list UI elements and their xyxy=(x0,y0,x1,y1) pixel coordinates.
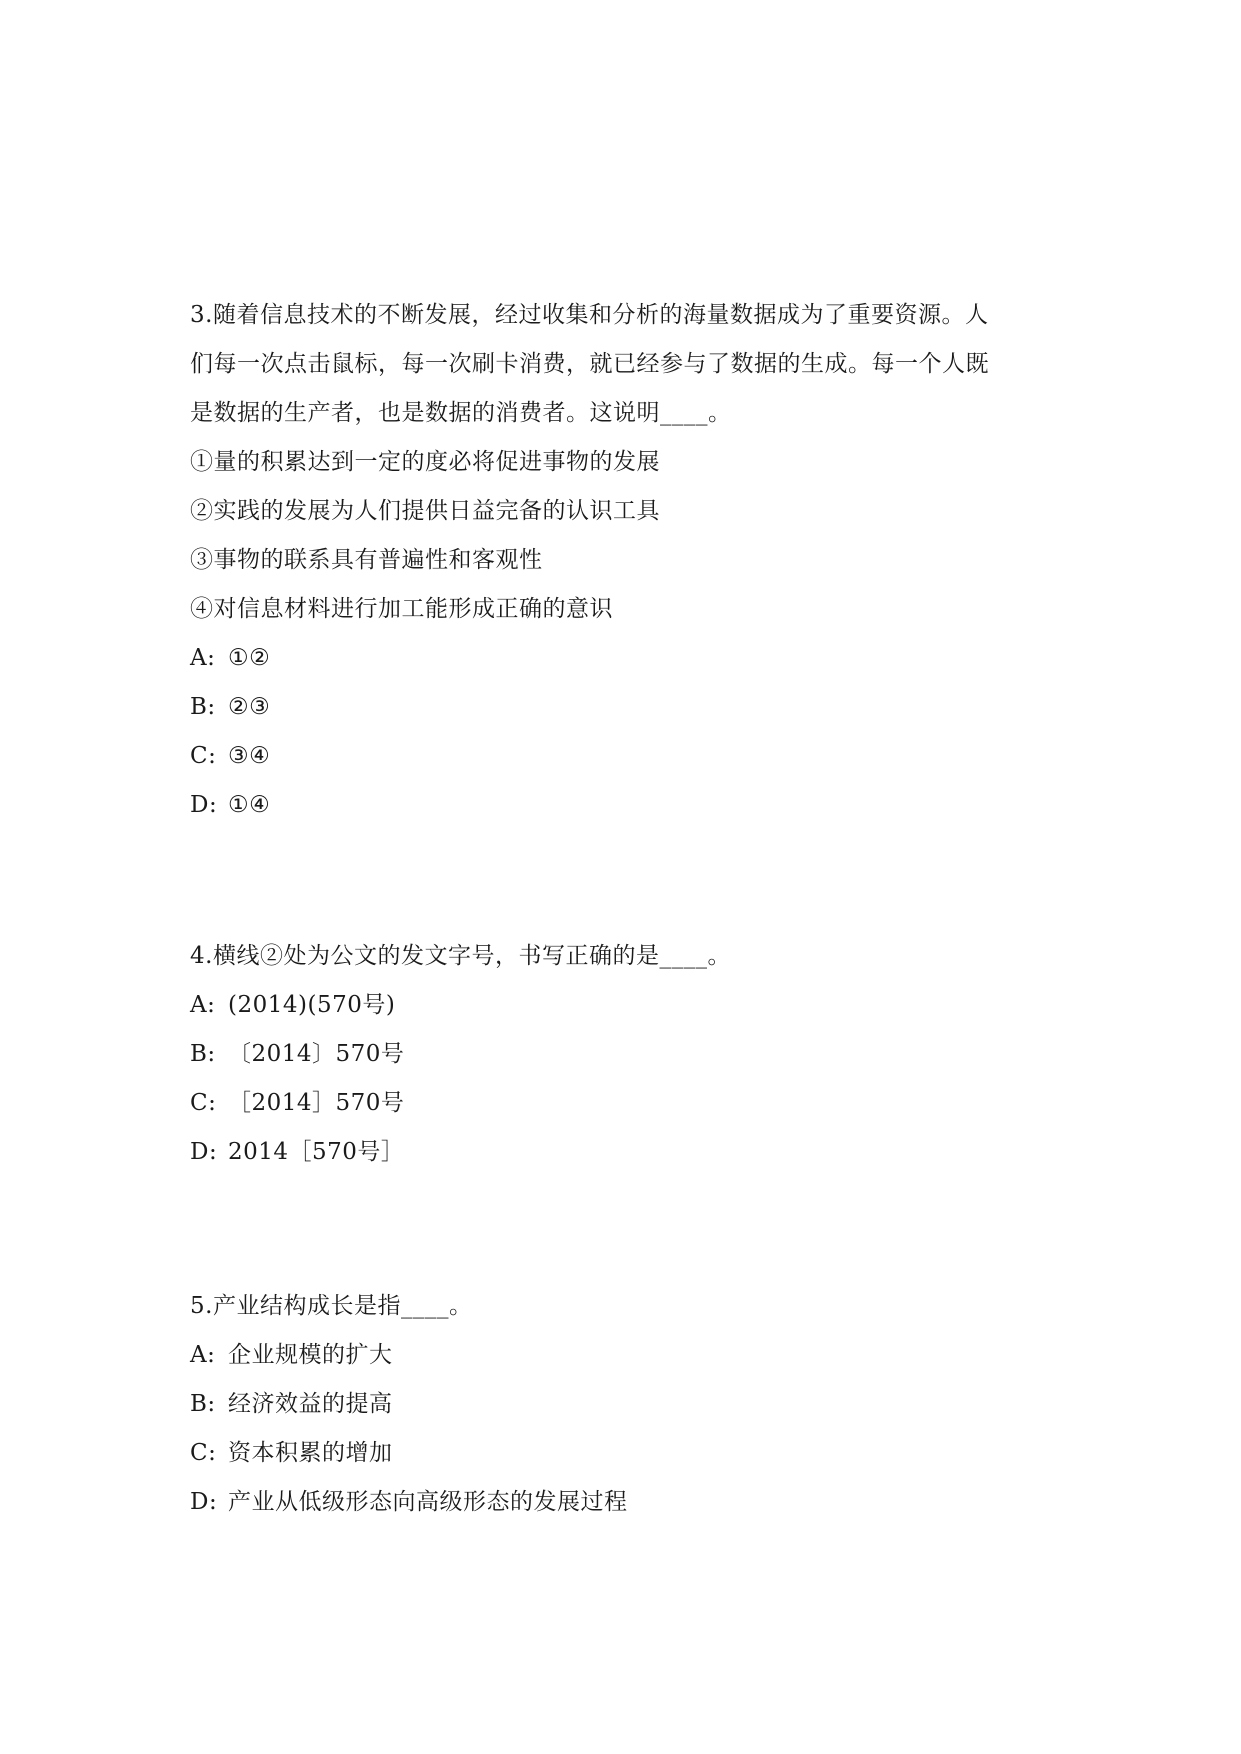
option-text: 〔2014〕570号 xyxy=(228,1041,405,1067)
option-text: ①④ xyxy=(228,792,271,818)
option-a xyxy=(190,981,1070,1030)
statement-item: ①量的积累达到一定的度必将促进事物的发展 xyxy=(190,449,660,475)
question-stem-line: 们每一次点击鼠标，每一次刷卡消费，就已经参与了数据的生成。每一个人既 xyxy=(190,351,989,377)
option-label: B: xyxy=(190,1041,216,1067)
option-text: 经济效益的提高 xyxy=(228,1391,393,1417)
option-label: D: xyxy=(190,1489,218,1515)
option-label: A: xyxy=(190,1342,216,1368)
option-label: D: xyxy=(190,1139,218,1165)
option-a xyxy=(190,634,1070,683)
statement-item: ④对信息材料进行加工能形成正确的意识 xyxy=(190,596,613,622)
option-text: ［2014］570号 xyxy=(228,1090,405,1116)
question-stem-line: 3.随着信息技术的不断发展，经过收集和分析的海量数据成为了重要资源。人 xyxy=(190,302,989,328)
question-stem-line: 是数据的生产者，也是数据的消费者。这说明____。 xyxy=(190,400,732,426)
question-stem-line: 5.产业结构成长是指____。 xyxy=(190,1293,473,1319)
option-b xyxy=(190,1030,1070,1079)
statement-item: ②实践的发展为人们提供日益完备的认识工具 xyxy=(190,498,660,524)
option-text: 资本积累的增加 xyxy=(228,1440,393,1466)
option-label: C: xyxy=(190,1440,217,1466)
option-text: ①② xyxy=(228,645,271,671)
option-b xyxy=(190,683,1070,732)
option-b xyxy=(190,1380,1070,1429)
option-text: ③④ xyxy=(228,743,271,769)
option-text: ②③ xyxy=(228,694,271,720)
option-c xyxy=(190,1429,1070,1478)
option-label: B: xyxy=(190,1391,216,1417)
option-label: D: xyxy=(190,792,218,818)
option-text: 2014［570号］ xyxy=(228,1139,405,1165)
option-text: 企业规模的扩大 xyxy=(228,1342,393,1368)
option-c xyxy=(190,732,1070,781)
option-d xyxy=(190,781,1070,830)
option-label: C: xyxy=(190,743,217,769)
option-text: (2014)(570号) xyxy=(228,992,396,1018)
question-4 xyxy=(190,932,1070,1177)
option-a xyxy=(190,1331,1070,1380)
option-label: B: xyxy=(190,694,216,720)
option-label: C: xyxy=(190,1090,217,1116)
option-label: A: xyxy=(190,992,216,1018)
question-3 xyxy=(190,291,1070,830)
question-5 xyxy=(190,1282,1070,1527)
question-stem-line: 4.横线②处为公文的发文字号，书写正确的是____。 xyxy=(190,943,731,969)
statement-item: ③事物的联系具有普遍性和客观性 xyxy=(190,547,543,573)
option-d xyxy=(190,1478,1070,1527)
option-label: A: xyxy=(190,645,216,671)
option-text: 产业从低级形态向高级形态的发展过程 xyxy=(228,1489,628,1515)
option-c xyxy=(190,1079,1070,1128)
option-d xyxy=(190,1128,1070,1177)
